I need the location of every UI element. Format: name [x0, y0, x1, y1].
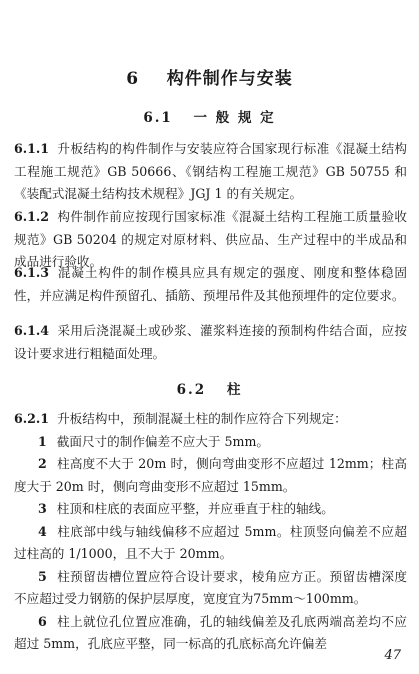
item-text: 柱底部中线与轴线偏移不应超过 5mm。柱顶竖向偏差不应超过柱高的 1/1000，且不大于 20mm。 [14, 523, 407, 561]
clause-6-1-1 [14, 138, 407, 206]
clause-6-1-3 [14, 262, 407, 307]
item-number: 3 [38, 501, 47, 516]
chapter-title-text: 构件制作与安装 [166, 69, 293, 89]
clause-lead [14, 408, 407, 431]
clause-text: 升板结构中，预制混凝土柱的制作应符合下列规定： [57, 411, 347, 426]
list-item [14, 566, 407, 611]
list-item [14, 431, 407, 454]
section-number: 6.2 [176, 382, 207, 398]
list-item [14, 611, 407, 656]
item-number: 6 [38, 613, 47, 629]
clause-number: 6.1.2 [14, 209, 50, 224]
clause-number: 6.2.1 [14, 411, 50, 426]
section-number: 6.1 [143, 110, 173, 126]
item-text: 截面尺寸的制作偏差不应大于 5mm。 [56, 433, 269, 449]
clause-text: 构件制作前应按现行国家标准《混凝土结构工程施工质量验收规范》GB 50204 的规定对原材料、供应品、生产过程中的半成品和成品进行验收。 [14, 209, 407, 269]
clause-6-2-1 [14, 408, 407, 656]
list-item [14, 453, 407, 498]
item-text: 柱顶和柱底的表面应平整，并应垂直于柱的轴线。 [56, 501, 334, 516]
clause-text: 升板结构的构件制作与安装应符合国家现行标准《混凝土结构工程施工规范》GB 50666、《钢结构工程施工规范》GB 50755 和《装配式混凝土结构技术规程》JGJ 1 的有关规定。 [14, 141, 407, 201]
clause-number: 6.1.4 [14, 323, 50, 338]
list-item [14, 521, 407, 566]
item-number: 1 [38, 433, 47, 449]
page-number: 47 [384, 648, 401, 663]
clause-text: 采用后浇混凝土或砂浆、灌浆料连接的预制构件结合面，应按设计要求进行粗糙面处理。 [14, 323, 407, 361]
clause-number: 6.1.1 [14, 141, 50, 156]
chapter-title [0, 64, 419, 89]
item-number: 2 [38, 456, 47, 471]
item-number: 4 [38, 523, 47, 539]
chapter-number: 6 [126, 69, 140, 89]
item-number: 5 [38, 568, 47, 584]
section-title-text: 一 般 规 定 [193, 110, 276, 126]
clause-number: 6.1.3 [14, 265, 50, 280]
section-heading-6-2 [0, 378, 419, 398]
item-text: 柱上就位孔位置应准确，孔的轴线偏差及孔底两端高差均不应超过 5mm，孔底应平整，同一标高的孔底标高允许偏差 [14, 613, 407, 651]
clause-6-1-4 [14, 320, 407, 365]
section-heading-6-1 [0, 106, 419, 126]
item-text: 柱预留齿槽位置应符合设计要求，棱角应方正。预留齿槽深度不应超过受力钢筋的保护层厚度，宽度宜为75mm～100mm。 [14, 568, 407, 606]
list-item [14, 498, 407, 521]
clause-text: 混凝土构件的制作模具应具有规定的强度、刚度和整体稳固性，并应满足构件预留孔、插筋、预埋吊件及其他预埋件的定位要求。 [14, 265, 407, 303]
item-text: 柱高度不大于 20m 时，侧向弯曲变形不应超过 12mm；柱高度大于 20m 时，侧向弯曲变形不应超过 15mm。 [14, 456, 407, 494]
section-title-text: 柱 [226, 382, 243, 398]
